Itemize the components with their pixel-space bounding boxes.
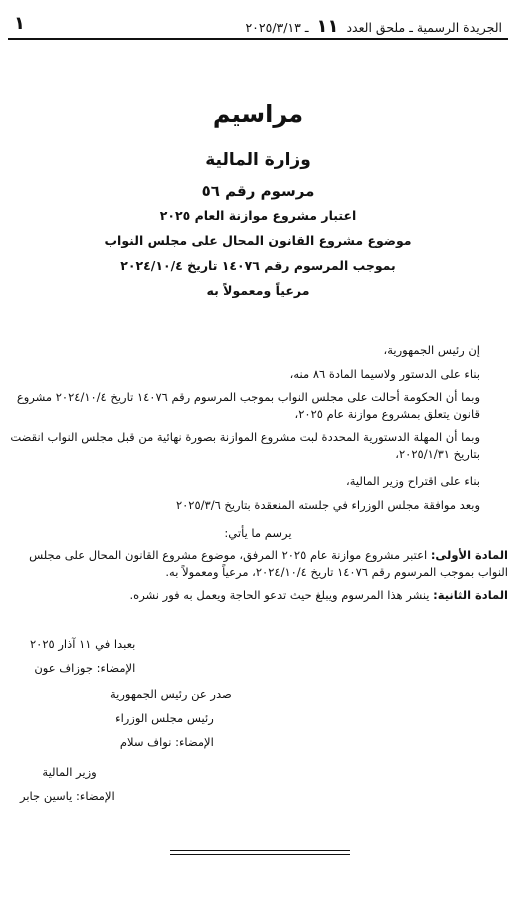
page-number: ١ bbox=[14, 13, 25, 34]
subject-line-2: موضوع مشروع القانون المحال على مجلس النواب bbox=[104, 233, 412, 248]
article-label: المادة الأولى: bbox=[430, 548, 508, 562]
subject-line-4: مرعياً ومعمولاً به bbox=[206, 283, 310, 298]
gazette-header bbox=[8, 12, 508, 40]
gazette-title: الجريدة الرسمية ـ ملحق العدد bbox=[346, 20, 502, 35]
minister-countersign-block bbox=[20, 760, 115, 808]
article-text: ينشر هذا المرسوم ويبلغ حيث تدعو الحاجة ويعمل به فور نشره. bbox=[129, 588, 430, 602]
pm-signature: الإمضاء: نواف سلام bbox=[119, 735, 214, 749]
minister-signature: الإمضاء: ياسين جابر bbox=[20, 789, 115, 803]
issued-by-president: صدر عن رئيس الجمهورية bbox=[110, 687, 232, 701]
article-text: اعتبر مشروع موازنة عام ٢٠٢٥ المرفق، موضوع مشروع القانون المحال على مجلس النواب بموجب المرسوم رقم ١٤٠٧٦ تاريخ ٢٠٢٤/١٠/٤، مرعياً ومعمولاً به. bbox=[29, 548, 508, 579]
subject-line-3: بموجب المرسوم رقم ١٤٠٧٦ تاريخ ٢٠٢٤/١٠/٤ bbox=[120, 258, 396, 273]
pm-countersign-block bbox=[110, 682, 232, 754]
pm-title: رئيس مجلس الوزراء bbox=[115, 711, 214, 725]
subject-line-1: اعتبار مشروع موازنة العام ٢٠٢٥ bbox=[159, 208, 357, 223]
preamble-line: وبعد موافقة مجلس الوزراء في جلسته المنعقدة بتاريخ ٢٠٢٥/٣/٦ bbox=[175, 498, 480, 512]
issuance-place-date: بعبدا في ١١ آذار ٢٠٢٥ bbox=[30, 637, 136, 651]
preamble-line: وبما أن المهلة الدستورية المحددة لبت مشروع الموازنة بصورة نهائية من قبل مجلس النواب انقضت بتاريخ ٢٠٢٥/١/٣١، bbox=[10, 430, 480, 461]
preamble-line: إن رئيس الجمهورية، bbox=[383, 343, 480, 357]
preamble-line: بناء على اقتراح وزير المالية، bbox=[346, 474, 480, 488]
title-block bbox=[0, 100, 516, 299]
article-2 bbox=[8, 587, 508, 604]
decree-number: مرسوم رقم ٥٦ bbox=[201, 182, 315, 200]
section-title: مراسيم bbox=[212, 100, 304, 128]
preamble-line: وبما أن الحكومة أحالت على مجلس النواب بموجب المرسوم رقم ١٤٠٧٦ تاريخ ٢٠٢٤/١٠/٤ مشروع قانون يتعلق بمشروع موازنة عام ٢٠٢٥، bbox=[16, 390, 480, 421]
president-signature: الإمضاء: جوزاف عون bbox=[34, 661, 136, 675]
issue-date: ـ ٢٠٢٥/٣/١٣ bbox=[245, 20, 309, 35]
preamble-line: بناء على الدستور ولاسيما المادة ٨٦ منه، bbox=[289, 367, 480, 381]
decree-body bbox=[8, 338, 508, 610]
decrees-phrase: يرسم ما يأتي: bbox=[224, 526, 292, 540]
ministry-name: وزارة المالية bbox=[205, 150, 311, 170]
article-label: المادة الثانية: bbox=[433, 588, 508, 602]
minister-title: وزير المالية bbox=[42, 765, 97, 779]
gazette-title-line bbox=[245, 16, 502, 37]
issuance-block bbox=[30, 632, 135, 680]
article-1 bbox=[8, 547, 508, 581]
closing-rule bbox=[170, 850, 350, 855]
issue-number: ١١ bbox=[316, 16, 339, 37]
